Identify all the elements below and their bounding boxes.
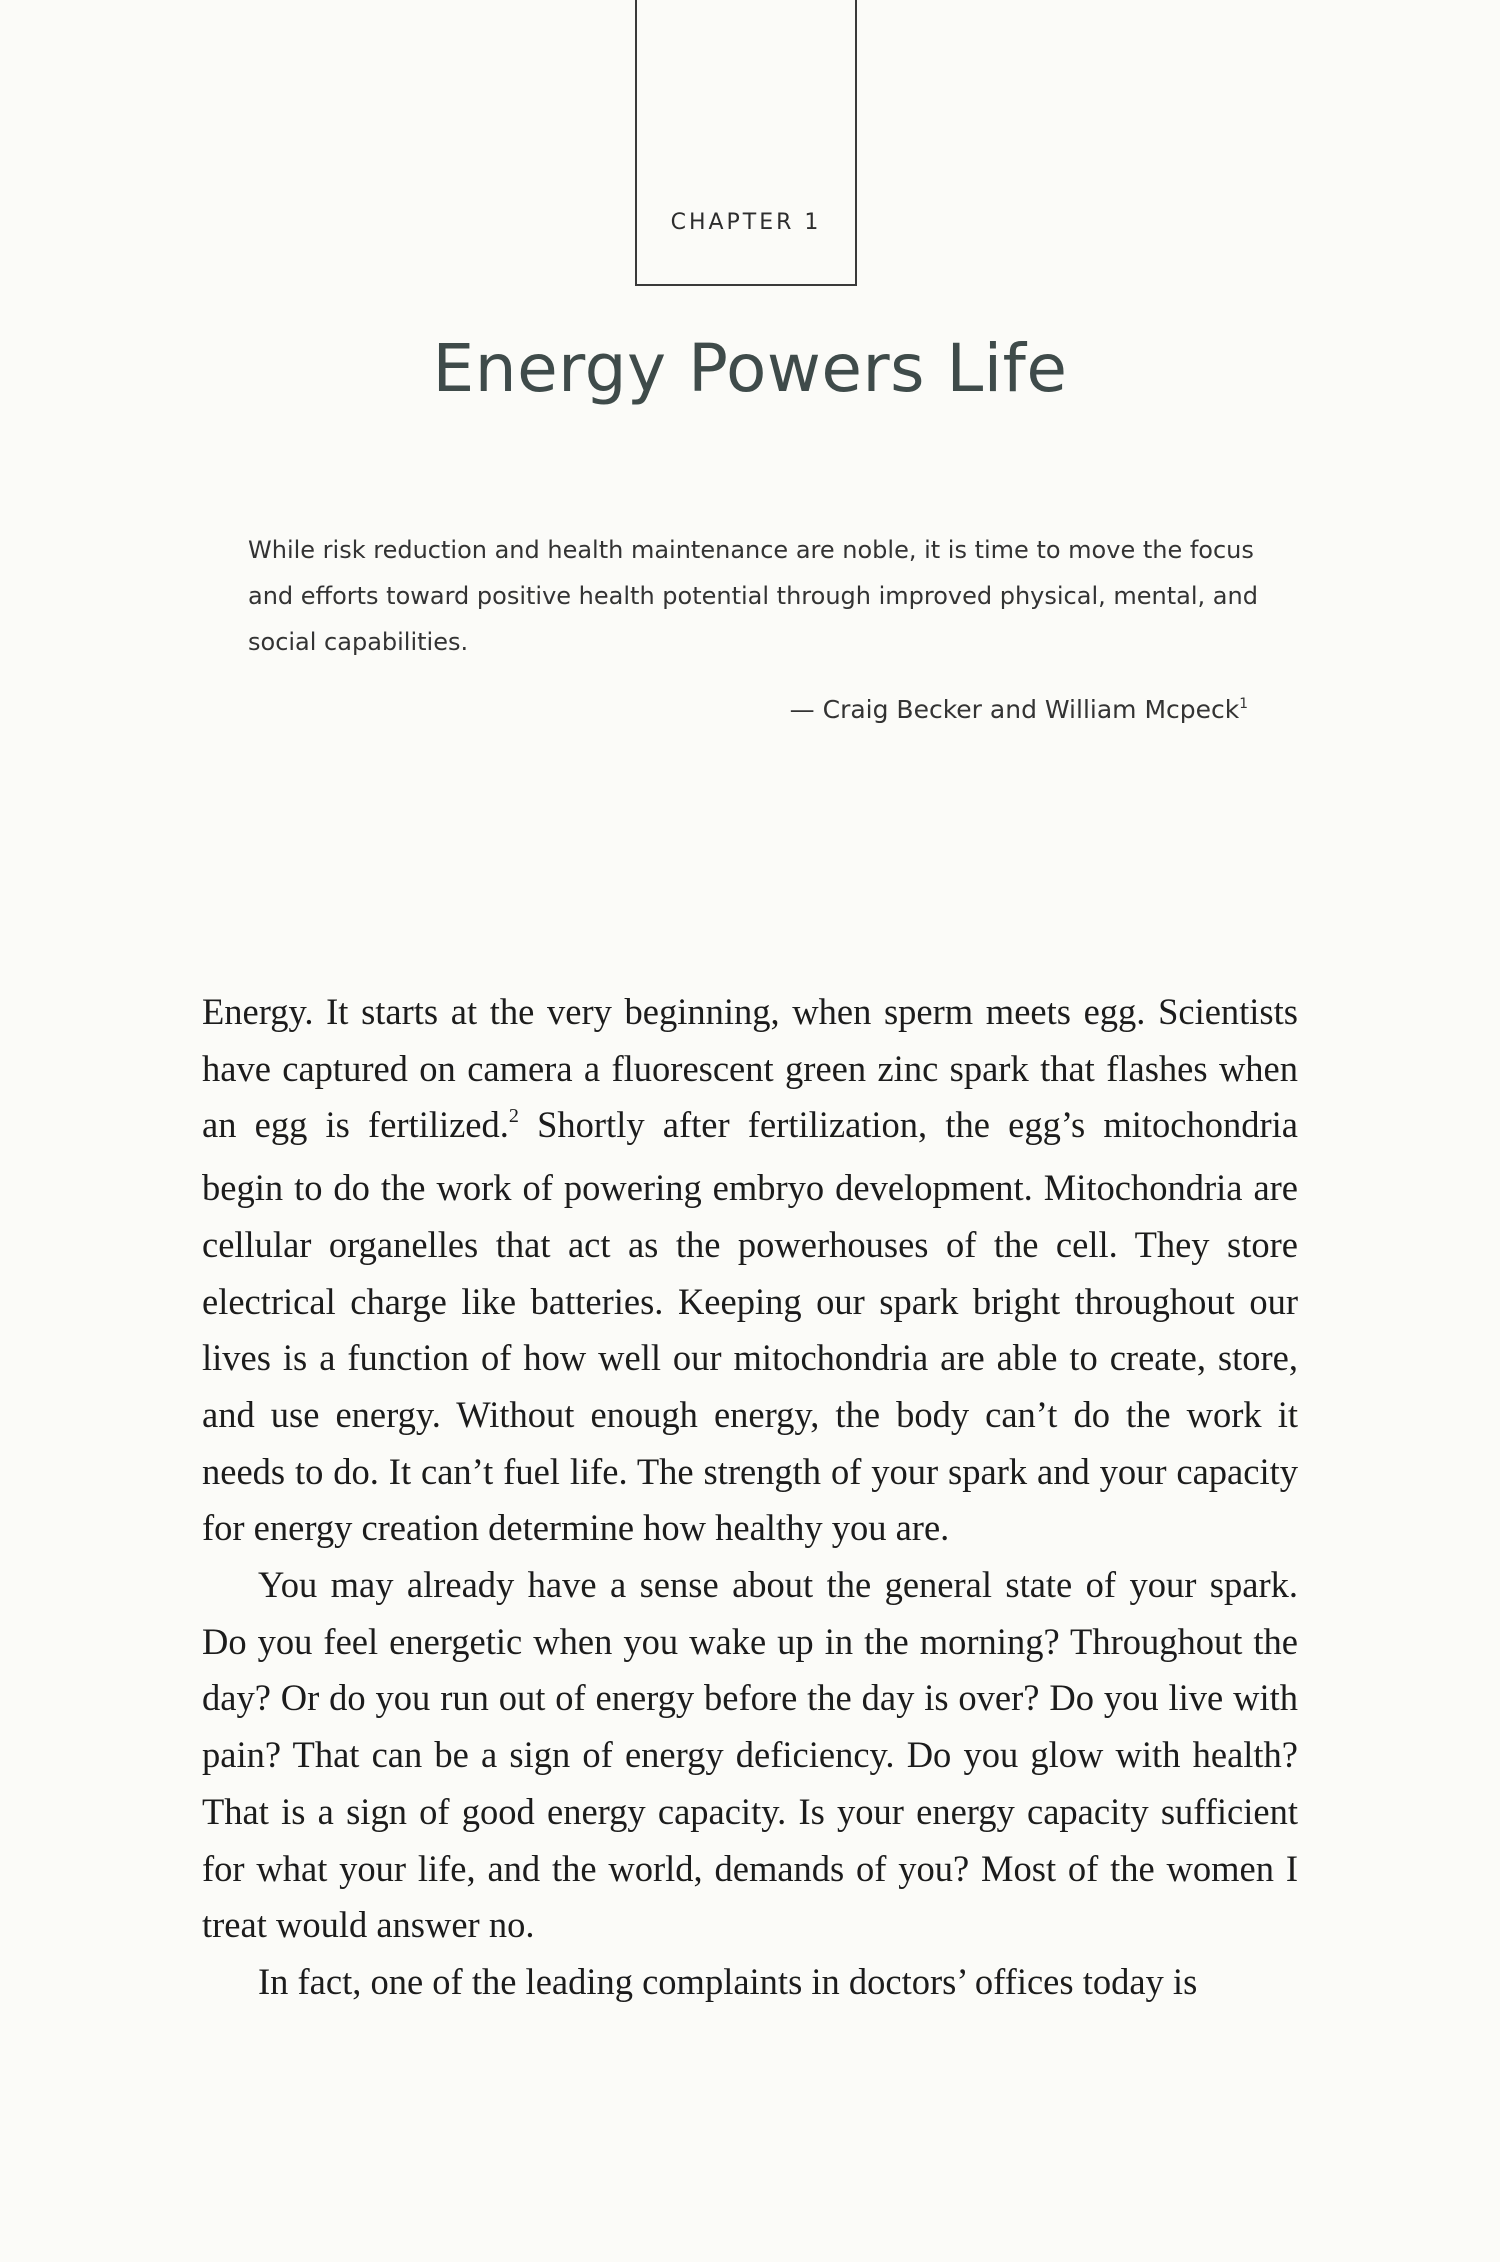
epigraph-attribution xyxy=(790,695,1248,724)
chapter-box xyxy=(635,0,857,286)
paragraph-3: In fact, one of the leading complaints in doctors’ offices today is xyxy=(258,1960,1198,2002)
paragraph-1-part-1: Energy. It starts at the very beginning, when sperm meets egg. Scientists have captured on camera a fluorescent green zinc spark that flashes when an egg is fertilized. xyxy=(202,991,1298,1146)
epigraph-quote: While risk reduction and health maintenance are noble, it is time to move the focus and efforts toward positive health potential through improved physical, mental, and social capabilities. xyxy=(248,536,1258,656)
footnote-marker: 2 xyxy=(508,1105,519,1128)
chapter-label: CHAPTER 1 xyxy=(670,210,822,235)
footnote-marker: 1 xyxy=(1239,696,1248,713)
body-text xyxy=(202,984,1298,2011)
paragraph-1 xyxy=(202,984,1298,1557)
paragraph-2: You may already have a sense about the general state of your spark. Do you feel energetic when you wake up in the morning? Throughout the day? Or do you run out of energy before the day is over? Do you live with pain? That can be a sign of energy deficiency. Do you glow with health? That is a sign of good energy capacity. Is your energy capacity sufficient for what your life, and the world, demands of you? Most of the women I treat would answer no. xyxy=(202,1564,1298,1946)
chapter-title: Energy Powers Life xyxy=(432,330,1068,407)
attribution-text: — Craig Becker and William Mcpeck xyxy=(789,695,1240,724)
paragraph-1-part-2: Shortly after fertilization, the egg’s mitochondria begin to do the work of powering embryo development. Mitochondria are cellular organelles that act as the powerhouses of the cell. They store electrical charge like batteries. Keeping our spark bright throughout our lives is a function of how well our mitochondria are able to create, store, and use energy. Without enough energy, the body can’t do the work it needs to do. It can’t fuel life. The strength of your spark and your capacity for energy creation determine how healthy you are. xyxy=(202,1104,1298,1549)
